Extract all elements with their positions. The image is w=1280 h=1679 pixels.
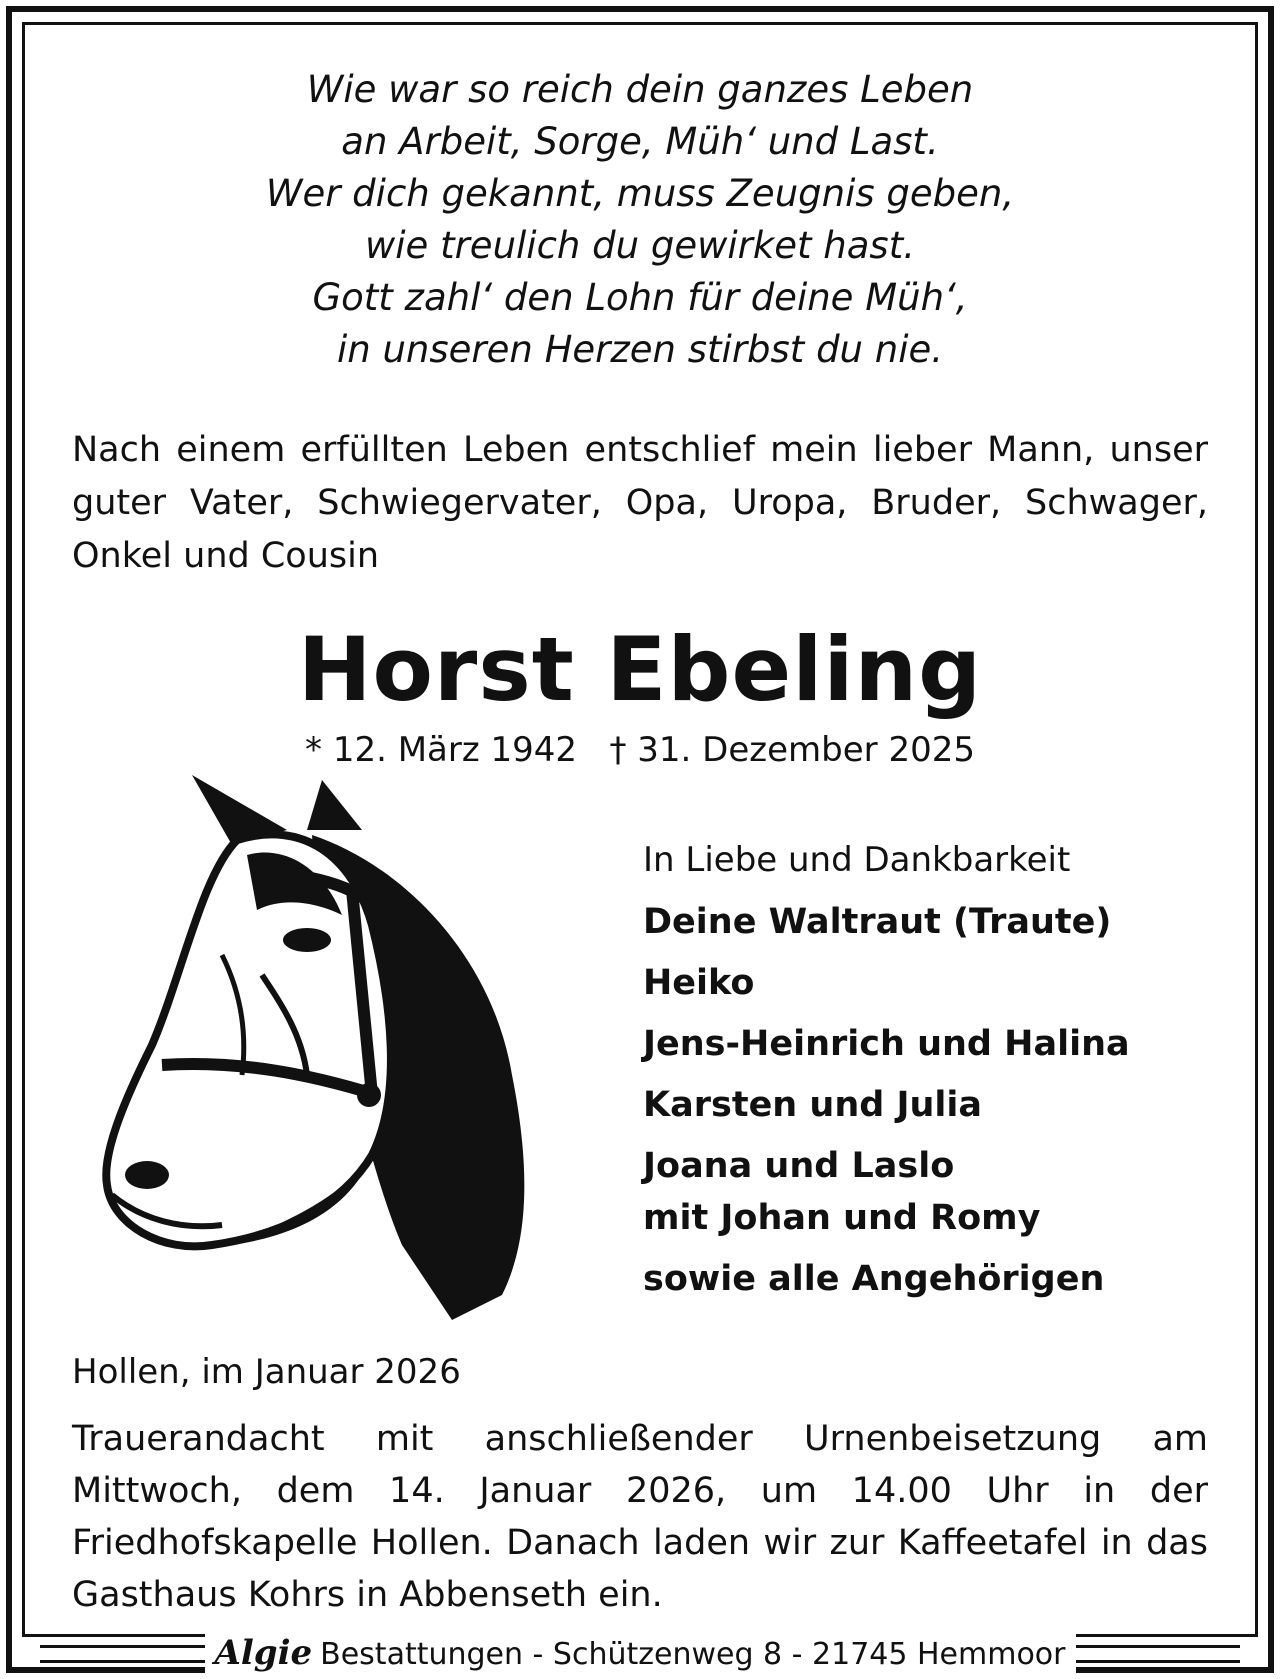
mourner-name: Heiko [643, 963, 755, 1003]
mourners-block [643, 838, 1223, 1305]
service-details: Trauerandacht mit anschließender Urnenbeisetzung am Mittwoch, dem 14. Januar 2026, um 14.00 Uhr in der Friedhofskapelle Hollen. Danach laden wir zur Kaffeetafel in das Gasthaus Kohrs in Abbenseth ein. [72, 1419, 1208, 1615]
footer [40, 1632, 1240, 1676]
poem-line: Wie war so reich dein ganzes Leben [306, 68, 974, 111]
poem-line: Wer dich gekannt, muss Zeugnis geben, [265, 172, 1015, 215]
life-dates [60, 728, 1220, 772]
footer-text-block [205, 1633, 1076, 1675]
place-date: Hollen, im Januar 2026 [72, 1352, 461, 1392]
funeral-home-logo: Algie [214, 1633, 313, 1673]
horse-head-icon [72, 775, 592, 1320]
poem-line: Gott zahl‘ den Lohn für deine Müh‘, [312, 276, 968, 319]
footer-rule-left [40, 1645, 205, 1663]
poem-line: wie treulich du gewirket hast. [365, 224, 915, 267]
mourner-name: Karsten und Julia [643, 1085, 983, 1125]
poem-line: an Arbeit, Sorge, Müh‘ und Last. [341, 120, 939, 163]
thanks-line: In Liebe und Dankbarkeit [643, 840, 1071, 880]
intro-text: Nach einem erfüllten Leben entschlief mein lieber Mann, unser guter Vater, Schwiegervater, Opa, Uropa, Bruder, Schwager, Onkel und Cousin [72, 430, 1208, 576]
footer-rule-right [1076, 1645, 1241, 1663]
poem-line: in unseren Herzen stirbst du nie. [336, 328, 944, 371]
funeral-home-address: Bestattungen - Schützenweg 8 - 21745 Hemmoor [320, 1637, 1066, 1672]
poem [60, 64, 1220, 376]
mourner-name: Deine Waltraut (Traute) [643, 902, 1112, 942]
birth-date: * 12. März 1942 [305, 730, 578, 770]
deceased-name: Horst Ebeling [297, 618, 983, 721]
death-date: † 31. Dezember 2025 [609, 730, 975, 770]
mourner-name: Jens-Heinrich und Halina [643, 1024, 1130, 1064]
mourner-name: mit Johan und Romy [643, 1198, 1041, 1238]
mourner-name: Joana und Laslo [643, 1146, 955, 1186]
mourner-name: sowie alle Angehörigen [643, 1259, 1105, 1299]
